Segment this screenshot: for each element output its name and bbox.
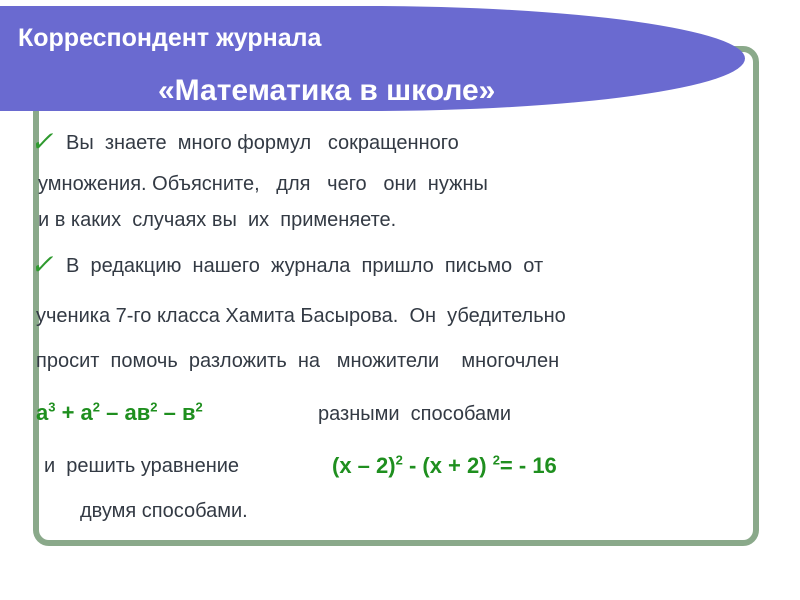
banner-subtitle: «Математика в школе» xyxy=(158,74,496,107)
polynomial-exponent: 2 xyxy=(150,399,158,415)
polynomial-term: – ав xyxy=(100,400,151,425)
polynomial-term: – в xyxy=(157,400,196,425)
bullet2-line-3: просит помочь разложить на множители многочлен xyxy=(36,350,560,372)
bullet1-line-2: умножения. Объясните, для чего они нужны xyxy=(38,173,488,195)
equation-formula xyxy=(332,453,557,479)
bullet2-line-2: ученика 7-го класса Хамита Басырова. Он убедительно xyxy=(36,305,566,327)
equation-part: (х – 2) xyxy=(332,453,396,478)
checkmark-icon: ✓ xyxy=(30,126,54,157)
title-banner xyxy=(0,6,745,111)
equation-part: = - 16 xyxy=(499,453,557,478)
equation-part: - (х + 2) xyxy=(402,453,493,478)
equation-exponent: 2 xyxy=(395,452,403,468)
equation-prefix: и решить уравнение xyxy=(44,455,240,477)
checkmark-icon: ✓ xyxy=(30,249,54,280)
equation-exponent: 2 xyxy=(492,452,500,468)
polynomial-exponent: 2 xyxy=(195,399,203,415)
polynomial-term: + а xyxy=(55,400,93,425)
polynomial-exponent: 2 xyxy=(92,399,101,415)
polynomial-term: а xyxy=(36,400,49,425)
final-line: двумя способами. xyxy=(80,500,248,522)
polynomial-suffix: разными способами xyxy=(318,403,511,425)
polynomial-exponent: 3 xyxy=(48,399,56,415)
bullet1-line-3: и в каких случаях вы их применяете. xyxy=(38,209,397,231)
bullet2-line-1: В редакцию нашего журнала пришло письмо от xyxy=(66,255,544,277)
polynomial-formula xyxy=(36,400,203,426)
banner-title: Корреспондент журнала xyxy=(18,24,322,52)
bullet1-line-1: Вы знаете много формул сокращенного xyxy=(66,132,459,154)
